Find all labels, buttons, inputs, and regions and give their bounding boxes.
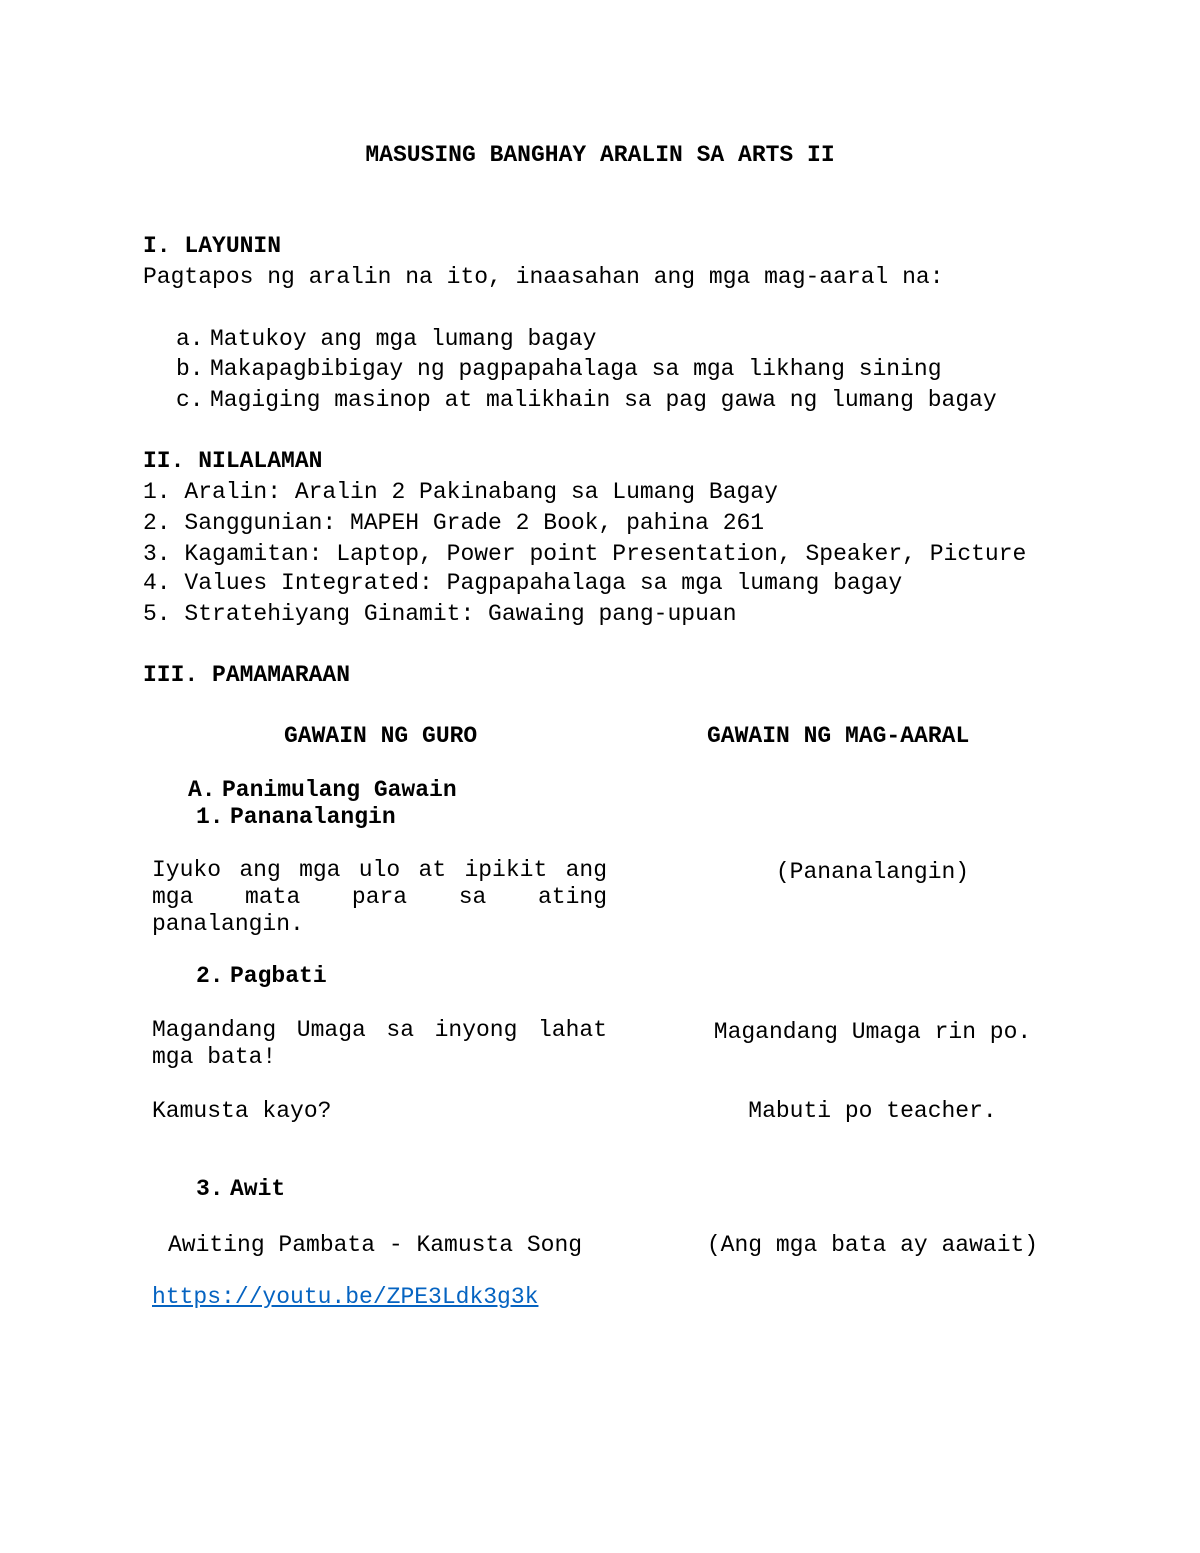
step-2-guro-text-1: Magandang Umaga sa inyong lahat mga bata!	[152, 1017, 607, 1070]
section-a-marker: A.	[188, 777, 216, 803]
layunin-item-b: Makapagbibigay ng pagpapahalaga sa mga likhang sining	[210, 356, 942, 382]
step-2-guro-text-2: Kamusta kayo?	[152, 1098, 332, 1124]
layunin-item-a: Matukoy ang mga lumang bagay	[210, 326, 597, 352]
step-1-title: Pananalangin	[230, 804, 396, 830]
layunin-item-marker-c: c.	[176, 387, 204, 413]
step-2-mag-aaral-text-1: Magandang Umaga rin po.	[713, 1019, 1032, 1045]
section-a-title: Panimulang Gawain	[222, 777, 457, 803]
column-header-mag-aaral: GAWAIN NG MAG-AARAL	[707, 723, 970, 749]
nilalaman-item-4: 4. Values Integrated: Pagpapahalaga sa mga lumang bagay	[143, 570, 903, 596]
nilalaman-item-2: 2. Sanggunian: MAPEH Grade 2 Book, pahina 261	[143, 510, 765, 536]
nilalaman-item-3: 3. Kagamitan: Laptop, Power point Presentation, Speaker, Picture	[143, 541, 1027, 567]
section-heading-pamamaraan: III. PAMAMARAAN	[143, 662, 351, 688]
document-title: MASUSING BANGHAY ARALIN SA ARTS II	[365, 142, 835, 168]
section-heading-nilalaman: II. NILALAMAN	[143, 448, 323, 474]
step-1-guro-text: Iyuko ang mga ulo at ipikit ang mga mata para sa ating panalangin.	[152, 857, 607, 937]
step-3-marker: 3.	[196, 1176, 224, 1202]
nilalaman-item-5: 5. Stratehiyang Ginamit: Gawaing pang-upuan	[143, 601, 737, 627]
step-2-marker: 2.	[196, 963, 224, 989]
step-1-mag-aaral-text: (Pananalangin)	[775, 859, 970, 885]
section-heading-layunin: I. LAYUNIN	[143, 233, 282, 259]
column-header-guro: GAWAIN NG GURO	[284, 723, 478, 749]
step-3-title: Awit	[230, 1176, 286, 1202]
step-1-marker: 1.	[196, 804, 224, 830]
step-2-mag-aaral-text-2: Mabuti po teacher.	[748, 1098, 997, 1124]
nilalaman-item-1: 1. Aralin: Aralin 2 Pakinabang sa Lumang Bagay	[143, 479, 778, 505]
step-3-mag-aaral-text: (Ang mga bata ay aawait)	[706, 1232, 1039, 1258]
layunin-item-marker-b: b.	[176, 356, 204, 382]
layunin-intro: Pagtapos ng aralin na ito, inaasahan ang mga mag-aaral na:	[143, 264, 944, 290]
layunin-item-c: Magiging masinop at malikhain sa pag gawa ng lumang bagay	[210, 387, 997, 413]
step-2-title: Pagbati	[230, 963, 327, 989]
layunin-item-marker-a: a.	[176, 326, 204, 352]
kamusta-song-link[interactable]: https://youtu.be/ZPE3Ldk3g3k	[152, 1284, 539, 1310]
step-3-guro-text: Awiting Pambata - Kamusta Song	[168, 1232, 583, 1258]
